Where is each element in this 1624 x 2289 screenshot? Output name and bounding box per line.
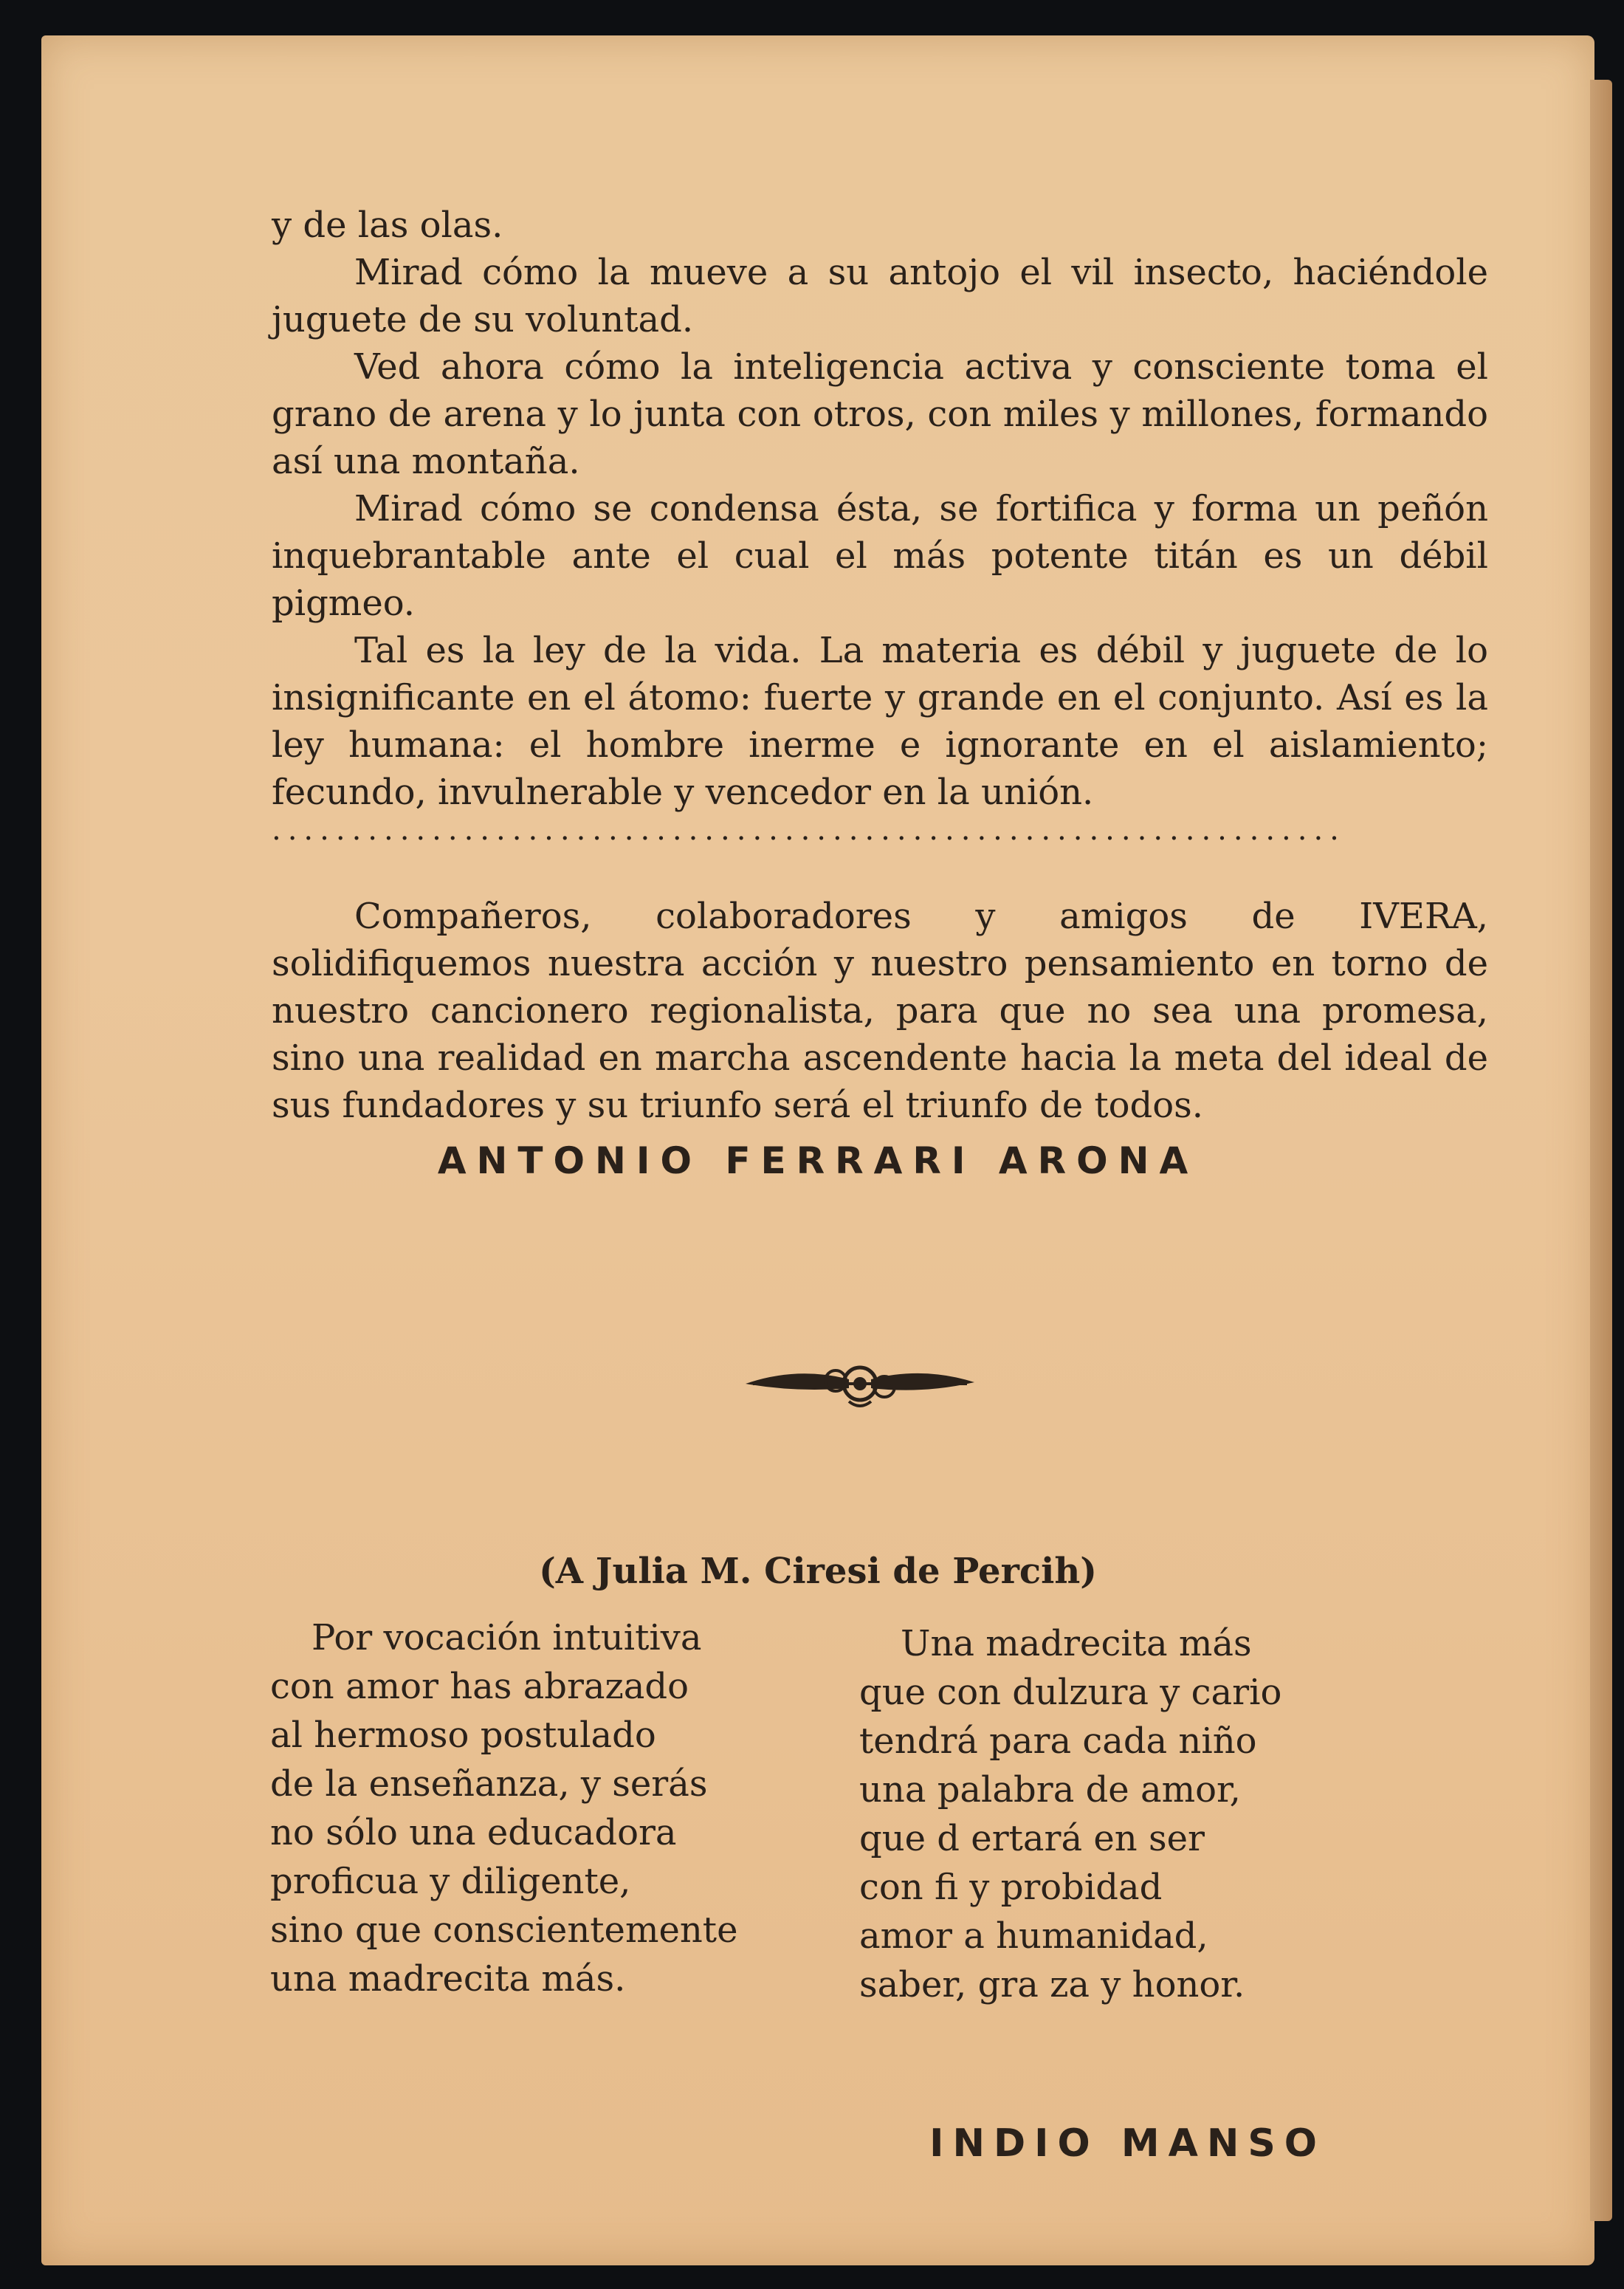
poem-line: no sólo una educadora [270,1812,677,1853]
floral-ornament-icon [738,1350,982,1416]
poem-line: de la enseñanza, y serás [270,1763,708,1805]
dotted-separator: ................................................................... [272,813,1346,847]
prose-paragraph-2: Mirad cómo la mueve a su antojo el vil insecto, haciéndole juguete de su voluntad. [272,252,1488,340]
poem-dedication: (A Julia M. Ciresi de Percih) [539,1551,1097,1592]
poem-author: INDIO MANSO [929,2121,1326,2166]
poem-line: Una madrecita más [901,1623,1252,1664]
prose-block [272,202,1488,816]
poem-line: sino que conscientemente [270,1909,738,1951]
poem-line: una madrecita más. [270,1958,626,2000]
poem-line: tendrá para cada niño [859,1720,1257,1762]
poem-line: proficua y diligente, [270,1861,631,1902]
prose-paragraph-4: Mirad cómo se condensa ésta, se fortifica y forma un peñón inquebrantable ante el cual el más potente titán es un débil pigmeo. [272,488,1488,624]
prose-paragraph-6: Compañeros, colaboradores y amigos de IVERA, solidifiquemos nuestra acción y nuestro pensamiento en torno de nuestro cancionero regionalista, para que no sea una promesa, sino una realidad en marcha ascendente hacia la meta del ideal de sus fundadores y su triunfo será el triunfo de todos. [272,896,1488,1126]
poem-line: Por vocación intuitiva [312,1617,702,1658]
prose-paragraph-1: y de las olas. [272,205,503,246]
poem-line: al hermoso postulado [270,1715,656,1756]
poem-line: que d ertará en ser [859,1818,1205,1859]
poem-column-right [859,1619,1420,2009]
poem-line: una palabra de amor, [859,1769,1241,1811]
poem-line: amor a humanidad, [859,1915,1208,1957]
author-signature: ANTONIO FERRARI ARONA [437,1139,1199,1182]
prose-paragraph-3: Ved ahora cómo la inteligencia activa y consciente toma el grano de arena y lo junta con otros, con miles y millones, formando así una montaña. [272,346,1488,482]
poem-line: que con dulzura y cario [859,1672,1282,1713]
prose-paragraph-5: Tal es la ley de la vida. La materia es débil y juguete de lo insignificante en el átomo: fuerte y grande en el conjunto. Así es la ley humana: el hombre inerme e ignorante en el aislamiento; fecundo, invulnerable y vencedor en la unión. [272,630,1488,813]
poem-line: con amor has abrazado [270,1666,689,1707]
book-page [41,35,1594,2265]
poem-column-left [270,1613,802,2003]
poem-line: saber, gra za y honor. [859,1964,1245,2005]
poem-line: con fi y probidad [859,1867,1163,1908]
